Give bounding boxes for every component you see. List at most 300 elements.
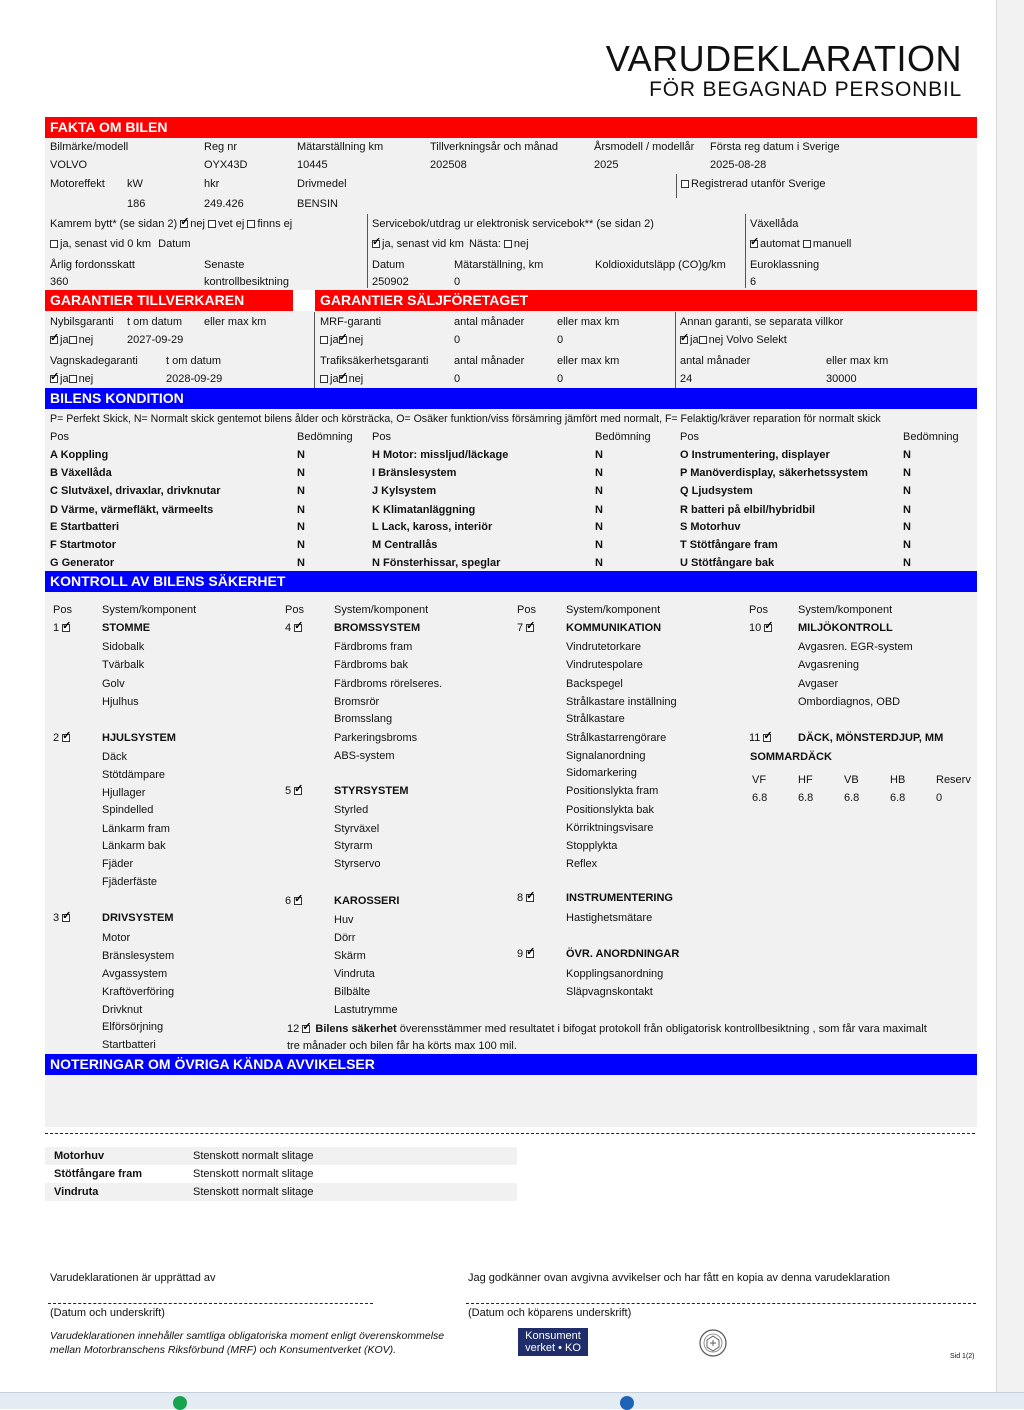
- divider: [675, 312, 676, 388]
- kondition-item-rating: N: [903, 467, 911, 479]
- kontroll-item: Strålkastare inställning: [566, 696, 677, 708]
- checkbox-servicebok-ja[interactable]: [372, 240, 380, 248]
- checkbox-kontroll-9[interactable]: [526, 950, 534, 958]
- kontroll-item: Fjäderfäste: [102, 876, 158, 888]
- checkbox-annan-ja[interactable]: [680, 336, 688, 344]
- logo-text-line2: verket • KO: [525, 1342, 581, 1354]
- kontroll-group-title: MILJÖKONTROLL: [798, 622, 893, 634]
- kondition-item-label: S Motorhuv: [680, 521, 741, 533]
- kontroll-item: Lastutrymme: [334, 1004, 398, 1016]
- vagn-checkbox-row: [50, 373, 93, 386]
- noteringar-background: [45, 1075, 977, 1127]
- checkbox-mrf-ja[interactable]: [320, 336, 328, 344]
- kamrem-row: [50, 218, 292, 231]
- kontroll-item: Körriktningsvisare: [566, 822, 654, 834]
- checkbox-kontroll-7[interactable]: [526, 624, 534, 632]
- kondition-item-rating: N: [297, 521, 305, 533]
- checkbox-kamrem-vet-ej[interactable]: [208, 220, 216, 228]
- note-part: Stötfångare fram: [54, 1168, 143, 1180]
- label-servicebok-nej: nej: [513, 238, 529, 250]
- kontroll-item: Fjäder: [102, 858, 134, 870]
- label-nybilsgaranti: Nybilsgaranti: [50, 316, 114, 328]
- kontroll-group-pos: [749, 732, 773, 745]
- kontroll-item: Styrled: [334, 804, 369, 816]
- label-nybil-ja: ja: [60, 334, 69, 346]
- kontroll-item: Strålkastare: [566, 713, 625, 725]
- kondition-item-label: L Lack, kaross, interiör: [372, 521, 493, 533]
- pos-number: 8: [517, 892, 524, 904]
- note-text: Stenskott normalt slitage: [193, 1150, 314, 1162]
- kontroll-group-pos: [517, 892, 536, 905]
- checkbox-kontroll-10[interactable]: [764, 624, 772, 632]
- kontroll-item: Kraftöverföring: [102, 986, 175, 998]
- kondition-item-rating: N: [297, 504, 305, 516]
- kontroll-item: Bränslesystem: [102, 950, 175, 962]
- pos-number: 4: [285, 622, 292, 634]
- vertical-scrollbar[interactable]: [996, 0, 1024, 1392]
- label-kamrem-datum: Datum: [158, 238, 191, 250]
- kondition-item-rating: N: [297, 485, 305, 497]
- kontroll-item: Vindrutetorkare: [566, 641, 642, 653]
- label-pos: Pos: [285, 604, 304, 616]
- divider: [676, 174, 677, 198]
- label-system: System/komponent: [102, 604, 197, 616]
- label-hkr: hkr: [204, 178, 220, 190]
- checkbox-kontroll-3[interactable]: [62, 914, 70, 922]
- tire-depth-value: 6.8: [798, 792, 814, 804]
- kondition-item-rating: N: [595, 521, 603, 533]
- checkbox-kontroll-2[interactable]: [62, 734, 70, 742]
- note-part: Motorhuv: [54, 1150, 105, 1162]
- kontroll-item: Bromsslang: [334, 713, 393, 725]
- kontroll-item: Parkeringsbroms: [334, 732, 418, 744]
- value-trafik-max: 0: [557, 373, 564, 385]
- safety-statement-line2: tre månader och bilen får ha körts max 100 mil.: [287, 1040, 517, 1052]
- label-nybil-nej: nej: [78, 334, 94, 346]
- label-trafik-nej: nej: [348, 373, 364, 385]
- section-header-garanti-saljforetaget: GARANTIER SÄLJFÖRETAGET: [315, 290, 977, 311]
- label-kamrem: Kamrem bytt* (se sidan 2): [50, 218, 178, 230]
- divider: [367, 214, 368, 288]
- label-upprattad-av: Varudeklarationen är upprättad av: [50, 1272, 216, 1284]
- kontroll-group-pos: [53, 732, 72, 745]
- doc-title: VARUDEKLARATION: [605, 38, 962, 79]
- tire-position-label: Reserv: [936, 774, 971, 786]
- kontroll-item: Positionslykta fram: [566, 785, 659, 797]
- value-drivmedel: BENSIN: [297, 198, 338, 210]
- kontroll-item: Stopplykta: [566, 840, 618, 852]
- label-system: System/komponent: [798, 604, 893, 616]
- tire-depth-value: 0: [936, 792, 943, 804]
- signature-line-buyer[interactable]: [466, 1303, 976, 1304]
- kondition-item-rating: N: [903, 504, 911, 516]
- kontroll-item: Styrväxel: [334, 823, 380, 835]
- label-trafik-max: eller max km: [557, 355, 620, 367]
- kontroll-item: Hjulhus: [102, 696, 139, 708]
- label-mrf-ja: ja: [330, 334, 339, 346]
- safety-statement-text: överensstämmer med resultatet i bifogat protokoll från obligatorisk kontrollbesiktning , som får vara maximalt: [396, 1023, 927, 1035]
- kontroll-item: Sidomarkering: [566, 767, 637, 779]
- kontroll-group-title: STOMME: [102, 622, 151, 634]
- label-system: System/komponent: [334, 604, 429, 616]
- mrf-seal-icon: [698, 1328, 728, 1358]
- checkbox-vagn-ja[interactable]: [50, 375, 58, 383]
- checkbox-kamrem-finns-ej[interactable]: [247, 220, 255, 228]
- value-bilmarke: VOLVO: [50, 159, 88, 171]
- kondition-item-rating: N: [595, 467, 603, 479]
- kontroll-item: Vindruta: [334, 968, 375, 980]
- kontroll-item: Dörr: [334, 932, 356, 944]
- checkbox-trafik-ja[interactable]: [320, 375, 328, 383]
- kontroll-group-title: BROMSSYSTEM: [334, 622, 421, 634]
- kondition-item-label: F Startmotor: [50, 539, 116, 551]
- label-pos: Pos: [680, 431, 699, 443]
- value-arsmodell: 2025: [594, 159, 619, 171]
- checkbox-vagn-nej[interactable]: [69, 375, 77, 383]
- label-forsta-reg: Första reg datum i Sverige: [710, 141, 840, 153]
- kontroll-item: Färdbroms fram: [334, 641, 413, 653]
- kondition-item-rating: N: [297, 557, 305, 569]
- label-bedomning: Bedömning: [595, 431, 651, 443]
- checkbox-kamrem-ja[interactable]: [50, 240, 58, 248]
- kontroll-item: Hastighetsmätare: [566, 912, 653, 924]
- label-annan-max: eller max km: [826, 355, 889, 367]
- label-kamrem-vet-ej: vet ej: [217, 218, 245, 230]
- label-mrf-max: eller max km: [557, 316, 620, 328]
- kontroll-group-pos: [285, 785, 304, 798]
- label-pos: Pos: [53, 604, 72, 616]
- label-pos: Pos: [749, 604, 768, 616]
- checkbox-kontroll-6[interactable]: [294, 897, 302, 905]
- note-text: Stenskott normalt slitage: [193, 1168, 314, 1180]
- checkbox-kontroll-11[interactable]: [763, 734, 771, 742]
- label-annan-ja: ja: [690, 334, 699, 346]
- checkbox-nybil-ja[interactable]: [50, 336, 58, 344]
- kontroll-item: Signalanordning: [566, 750, 646, 762]
- kontroll-item: Färdbroms rörelseres.: [334, 678, 443, 690]
- kontroll-group-pos: [53, 622, 72, 635]
- tire-position-label: HB: [890, 774, 906, 786]
- label-datum-kopare: (Datum och köparens underskrift): [468, 1307, 632, 1319]
- value-vagn-tom: 2028-09-29: [166, 373, 223, 385]
- bottom-status-bar: [0, 1392, 1024, 1409]
- value-fordonsskatt: 360: [50, 276, 69, 288]
- label-vagnskadegaranti: Vagnskadegaranti: [50, 355, 138, 367]
- kontroll-group-pos: [53, 912, 72, 925]
- vaxellada-row: [750, 238, 851, 251]
- value-mrf-man: 0: [454, 334, 461, 346]
- checkbox-kontroll-1[interactable]: [62, 624, 70, 632]
- kontroll-item: Stötdämpare: [102, 769, 165, 781]
- kontroll-item: Spindelled: [102, 804, 154, 816]
- tire-position-label: HF: [798, 774, 813, 786]
- checkbox-trafik-nej[interactable]: [339, 375, 347, 383]
- kondition-item-label: A Koppling: [50, 449, 109, 461]
- value-regnr: OYX43D: [204, 159, 248, 171]
- kontroll-group-title: DRIVSYSTEM: [102, 912, 174, 924]
- kontroll-item: Bromsrör: [334, 696, 380, 708]
- pos-number: 5: [285, 785, 292, 797]
- kontroll-item: Däck: [102, 751, 128, 763]
- label-bedomning: Bedömning: [297, 431, 353, 443]
- checkbox-reg-utanfor[interactable]: [681, 180, 689, 188]
- label-trafik-ja: ja: [330, 373, 339, 385]
- doc-subtitle: FÖR BEGAGNAD PERSONBIL: [649, 78, 962, 101]
- value-euroklass: 6: [750, 276, 757, 288]
- note-part: Vindruta: [54, 1186, 99, 1198]
- kondition-item-rating: N: [297, 539, 305, 551]
- note-text: Stenskott normalt slitage: [193, 1186, 314, 1198]
- section-header-garanti-tillverkaren: GARANTIER TILLVERKAREN: [45, 290, 293, 311]
- kondition-item-rating: N: [595, 504, 603, 516]
- kondition-item-rating: N: [903, 557, 911, 569]
- label-euroklass: Euroklassning: [750, 259, 820, 271]
- safety-statement: [287, 1023, 927, 1036]
- value-tillverkning: 202508: [430, 159, 467, 171]
- konsumentverket-logo: [518, 1328, 588, 1356]
- kontroll-group-pos: [285, 895, 304, 908]
- pos-number: 12: [287, 1023, 300, 1035]
- label-kw: kW: [127, 178, 143, 190]
- label-nybil-max: eller max km: [204, 316, 267, 328]
- kontroll-group-pos: [285, 622, 304, 635]
- trafik-checkbox-row: [320, 373, 363, 386]
- kontroll-item: Länkarm bak: [102, 840, 166, 852]
- tire-position-label: VB: [844, 774, 859, 786]
- label-annan-man: antal månader: [680, 355, 751, 367]
- label-kamrem-nej: nej: [190, 218, 205, 230]
- label-service-datum: Datum: [372, 259, 405, 271]
- label-datum-underskrift: (Datum och underskrift): [50, 1307, 165, 1319]
- label-pos: Pos: [50, 431, 69, 443]
- kontroll-item: Motor: [102, 932, 131, 944]
- signature-line-seller[interactable]: [48, 1303, 373, 1304]
- label-reg-utanfor: Registrerad utanför Sverige: [691, 178, 826, 190]
- label-vagn-ja: ja: [60, 373, 69, 385]
- kontroll-group-title: KAROSSERI: [334, 895, 400, 907]
- value-service-datum: 250902: [372, 276, 409, 288]
- label-vagn-nej: nej: [78, 373, 94, 385]
- kontroll-group-title: DÄCK, MÖNSTERDJUP, MM: [798, 732, 944, 744]
- label-motoreffekt: Motoreffekt: [50, 178, 105, 190]
- label-mrf-garanti: MRF-garanti: [320, 316, 382, 328]
- value-matarstallning: 10445: [297, 159, 328, 171]
- kondition-item-label: B Växellåda: [50, 467, 112, 479]
- kontroll-item: Avgaser: [798, 678, 839, 690]
- kondition-item-label: J Kylsystem: [372, 485, 437, 497]
- label-nybil-tom: t om datum: [127, 316, 183, 328]
- nybil-checkbox-row: [50, 334, 93, 347]
- kondition-item-label: N Fönsterhissar, speglar: [372, 557, 501, 569]
- checkbox-mrf-nej[interactable]: [339, 336, 347, 344]
- label-trafik-man: antal månader: [454, 355, 525, 367]
- label-servicebok: Servicebok/utdrag ur elektronisk servicebok** (se sidan 2): [372, 218, 654, 230]
- label-mrf-man: antal månader: [454, 316, 525, 328]
- kondition-item-label: I Bränslesystem: [372, 467, 457, 479]
- section-header-kondition: BILENS KONDITION: [45, 388, 977, 409]
- kondition-item-rating: N: [297, 467, 305, 479]
- kondition-item-label: O Instrumentering, displayer: [680, 449, 830, 461]
- checkbox-kontroll-4[interactable]: [294, 624, 302, 632]
- kontroll-item: Vindrutespolare: [566, 659, 643, 671]
- kondition-item-rating: N: [903, 449, 911, 461]
- label-servicebok-ja: ja, senast vid km: [382, 238, 464, 250]
- label-godkanner: Jag godkänner ovan avgivna avvikelser och har fått en kopia av denna varudeklaration: [468, 1272, 890, 1284]
- label-kamrem-ja: ja, senast vid 0 km: [60, 238, 152, 250]
- label-matarstallning: Mätarställning km: [297, 141, 384, 153]
- kondition-item-rating: N: [595, 539, 603, 551]
- tire-depth-value: 6.8: [844, 792, 860, 804]
- checkbox-kontroll-8[interactable]: [526, 894, 534, 902]
- kontroll-item: Tvärbalk: [102, 659, 145, 671]
- section-header-noteringar: NOTERINGAR OM ÖVRIGA KÄNDA AVVIKELSER: [45, 1054, 977, 1075]
- divider-line: [45, 1133, 975, 1134]
- kondition-item-rating: N: [595, 449, 603, 461]
- kontroll-item: Backspegel: [566, 678, 623, 690]
- tire-position-label: VF: [752, 774, 767, 786]
- label-vagn-tom: t om datum: [166, 355, 222, 367]
- kondition-item-label: D Värme, värmefläkt, värmeelts: [50, 504, 214, 516]
- checkbox-automat[interactable]: [750, 240, 758, 248]
- kondition-item-label: E Startbatteri: [50, 521, 120, 533]
- kontroll-group-title: KOMMUNIKATION: [566, 622, 662, 634]
- pos-number: 10: [749, 622, 762, 634]
- kontroll-group-pos: [749, 622, 774, 635]
- value-service-matar: 0: [454, 276, 461, 288]
- label-trafikgaranti: Trafiksäkerhetsgaranti: [320, 355, 429, 367]
- divider: [314, 312, 315, 388]
- kontroll-item: Hjullager: [102, 787, 146, 799]
- kontroll-item: Strålkastarrengörare: [566, 732, 667, 744]
- section-header-kontroll: KONTROLL AV BILENS SÄKERHET: [45, 571, 977, 592]
- kontroll-item: Sidobalk: [102, 641, 145, 653]
- kontroll-item: Skärm: [334, 950, 366, 962]
- value-mrf-max: 0: [557, 334, 564, 346]
- checkbox-kontroll-5[interactable]: [294, 787, 302, 795]
- label-tillverkning: Tillverkningsår och månad: [430, 141, 558, 153]
- label-kontrollbesiktning: kontrollbesiktning: [204, 276, 289, 288]
- pos-number: 3: [53, 912, 60, 924]
- safety-statement-bold: Bilens säkerhet: [315, 1023, 397, 1035]
- reg-utanfor-checkbox-row: [681, 178, 826, 191]
- kontroll-item: Styrarm: [334, 840, 373, 852]
- kontroll-group-pos: [517, 622, 536, 635]
- kontroll-item: Bilbälte: [334, 986, 371, 998]
- value-kw: 186: [127, 198, 146, 210]
- kontroll-item: Avgasrening: [798, 659, 859, 671]
- checkbox-pos-12[interactable]: [302, 1025, 310, 1033]
- kontroll-group-title: HJULSYSTEM: [102, 732, 176, 744]
- value-nybil-tom: 2027-09-29: [127, 334, 184, 346]
- label-annan-garanti: Annan garanti, se separata villkor: [680, 316, 844, 328]
- pos-number: 7: [517, 622, 524, 634]
- kontroll-item: Släpvagnskontakt: [566, 986, 653, 998]
- kontroll-item: Positionslykta bak: [566, 804, 655, 816]
- label-drivmedel: Drivmedel: [297, 178, 347, 190]
- kondition-item-label: T Stötfångare fram: [680, 539, 778, 551]
- label-mrf-nej: nej: [348, 334, 364, 346]
- kondition-item-label: U Stötfångare bak: [680, 557, 775, 569]
- kontroll-item: Ombordiagnos, OBD: [798, 696, 901, 708]
- label-service-matar: Mätarställning, km: [454, 259, 544, 271]
- kontroll-item: Avgasren. EGR-system: [798, 641, 913, 653]
- checkbox-kamrem-nej[interactable]: [180, 220, 188, 228]
- kontroll-group-pos: [517, 948, 536, 961]
- label-manuell: manuell: [812, 238, 852, 250]
- checkbox-nybil-nej[interactable]: [69, 336, 77, 344]
- kontroll-item: Länkarm fram: [102, 823, 170, 835]
- footer-info-line2: mellan Motorbranschens Riksförbund (MRF) och Konsumentverket (KOV).: [50, 1344, 397, 1356]
- value-hkr: 249.426: [204, 198, 244, 210]
- label-pos: Pos: [372, 431, 391, 443]
- checkbox-servicebok-nej[interactable]: [504, 240, 512, 248]
- kontroll-item: Avgassystem: [102, 968, 168, 980]
- kondition-item-rating: N: [903, 485, 911, 497]
- divider: [745, 214, 746, 288]
- label-annan-nej: nej Volvo Selekt: [708, 334, 787, 346]
- label-servicebok-nasta: Nästa:: [468, 238, 501, 250]
- checkbox-manuell[interactable]: [803, 240, 811, 248]
- kondition-item-label: K Klimatanläggning: [372, 504, 476, 516]
- kontroll-item: Golv: [102, 678, 125, 690]
- kontroll-item: Startbatteri: [102, 1039, 156, 1051]
- label-regnr: Reg nr: [204, 141, 238, 153]
- kondition-item-rating: N: [903, 521, 911, 533]
- label-pos: Pos: [517, 604, 536, 616]
- kondition-item-rating: N: [297, 449, 305, 461]
- sommardack-title: SOMMARDÄCK: [750, 751, 832, 763]
- kontroll-group-title: STYRSYSTEM: [334, 785, 409, 797]
- label-system: System/komponent: [566, 604, 661, 616]
- kondition-item-rating: N: [595, 485, 603, 497]
- value-trafik-man: 0: [454, 373, 461, 385]
- kondition-item-label: M Centrallås: [372, 539, 438, 551]
- label-senaste: Senaste: [204, 259, 245, 271]
- footer-info-line1: Varudeklarationen innehåller samtliga obligatoriska moment enligt överenskommelse: [50, 1330, 445, 1342]
- kamrem-ja-row: [50, 238, 191, 251]
- value-forsta-reg: 2025-08-28: [710, 159, 767, 171]
- label-kamrem-finns-ej: finns ej: [257, 218, 293, 230]
- kontroll-item: Kopplingsanordning: [566, 968, 664, 980]
- kontroll-item: Drivknut: [102, 1004, 143, 1016]
- kondition-item-label: G Generator: [50, 557, 115, 569]
- tire-depth-value: 6.8: [752, 792, 768, 804]
- label-fordonsskatt: Årlig fordonsskatt: [50, 259, 135, 271]
- kondition-item-label: H Motor: missljud/läckage: [372, 449, 509, 461]
- kontroll-item: Färdbroms bak: [334, 659, 408, 671]
- pos-number: 9: [517, 948, 524, 960]
- page-number: Sid 1(2): [950, 1353, 975, 1360]
- kondition-legend: P= Perfekt Skick, N= Normalt skick gentemot bilens ålder och körsträcka, O= Osäker funktion/viss försämring jämfört med normalt, F= Felaktig/kräver reparation för normalt skick: [50, 413, 881, 425]
- kontroll-item: Styrservo: [334, 858, 381, 870]
- label-automat: automat: [760, 238, 800, 250]
- servicebok-row: [372, 238, 529, 251]
- kontroll-item: Huv: [334, 914, 354, 926]
- label-co2: Koldioxidutsläpp (CO)g/km: [595, 259, 726, 271]
- pos-number: 1: [53, 622, 60, 634]
- kondition-item-label: R batteri på elbil/hybridbil: [680, 504, 816, 516]
- label-arsmodell: Årsmodell / modellår: [594, 141, 695, 153]
- kondition-item-label: Q Ljudsystem: [680, 485, 753, 497]
- value-annan-max: 30000: [826, 373, 857, 385]
- kontroll-item: Reflex: [566, 858, 598, 870]
- section-header-fakta: FAKTA OM BILEN: [45, 117, 977, 138]
- checkbox-annan-nej[interactable]: [699, 336, 707, 344]
- kontroll-item: Elförsörjning: [102, 1021, 164, 1033]
- pos-number: 11: [749, 732, 761, 744]
- pos-number: 2: [53, 732, 60, 744]
- kontroll-group-title: INSTRUMENTERING: [566, 892, 673, 904]
